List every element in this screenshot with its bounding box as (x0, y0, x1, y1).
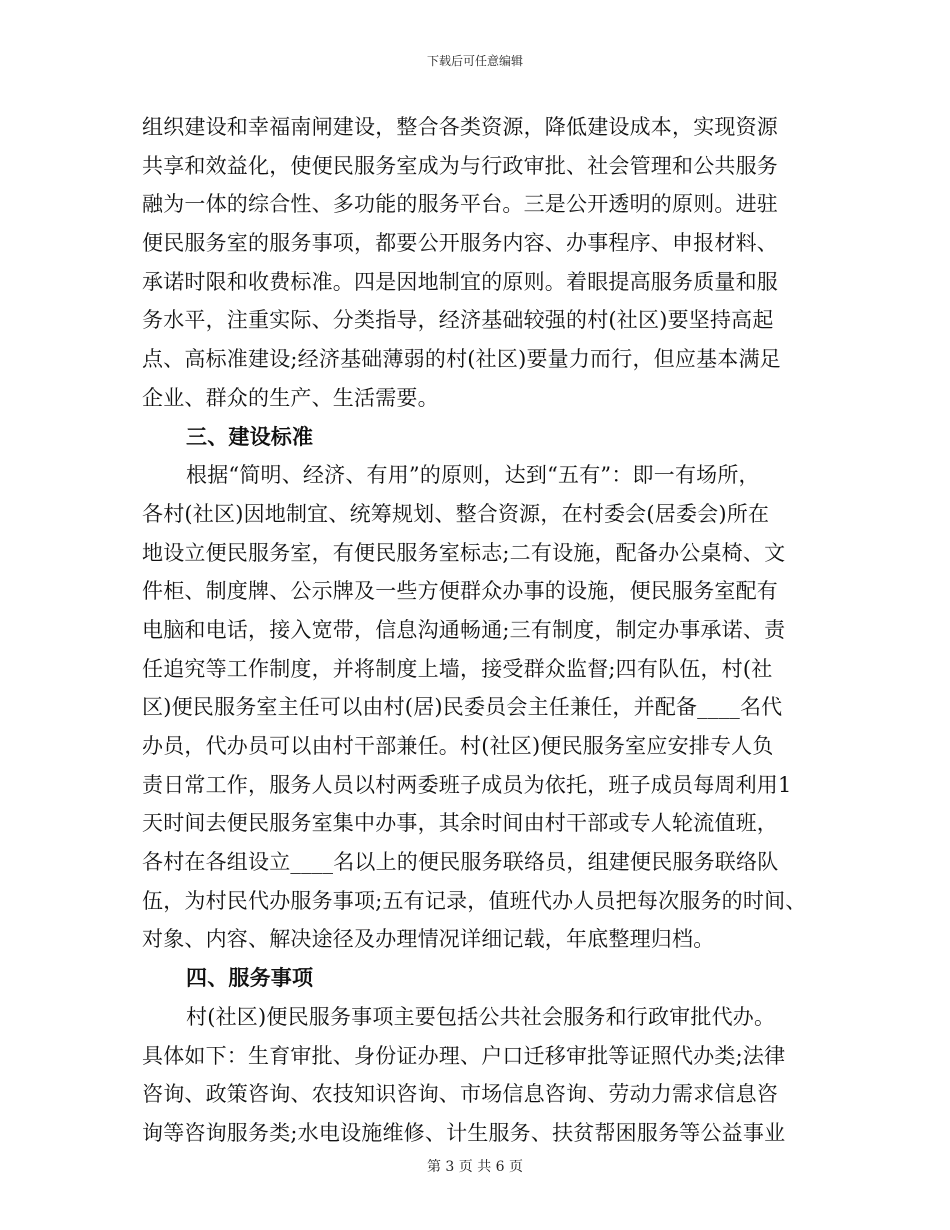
header-note: 下载后可任意编辑 (426, 54, 523, 68)
text-line: 务水平，注重实际、分类指导，经济基础较强的村(社区)要坚持高起 (142, 308, 774, 333)
text-line: 企业、群众的生产、生活需要。 (142, 385, 439, 410)
text-line: 办员，代办员可以由村干部兼任。村(社区)便民服务室应安排专人负 (142, 734, 774, 758)
text-line: 地设立便民服务室，有便民服务室标志;二有设施，配备办公桌椅、文 (142, 540, 786, 565)
text-line: 共享和效益化，使便民服务室成为与行政审批、社会管理和公共服务 (142, 153, 778, 178)
text-line: 各村在各组设立____名以上的便民服务联络员，组建便民服务联络队 (142, 850, 779, 875)
text-line: 件柜、制度牌、公示牌及一些方便群众办事的设施，便民服务室配有 (142, 579, 778, 604)
page-indicator: 第 3 页 共 6 页 (426, 1159, 524, 1175)
text-line: 组织建设和幸福南闸建设，整合各类资源，降低建设成本，实现资源 (142, 115, 778, 139)
text-line: 承诺时限和收费标准。四是因地制宜的原则。着眼提高服务质量和服 (142, 269, 778, 294)
text-line: 点、高标准建设;经济基础薄弱的村(社区)要量力而行，但应基本满足 (142, 347, 781, 372)
text-line: 询等咨询服务类;水电设施维修、计生服务、扶贫帮困服务等公益事业 (142, 1120, 786, 1145)
text-line: 村(社区)便民服务事项主要包括公共社会服务和行政审批代办。 (186, 1004, 776, 1029)
text-line: 任追究等工作制度，并将制度上墙，接受群众监督;四有队伍，村(社 (142, 656, 773, 681)
section-heading-4: 四、服务事项 (186, 965, 314, 991)
text-line: 天时间去便民服务室集中办事，其余时间由村干部或专人轮流值班， (142, 811, 778, 836)
text-line: 融为一体的综合性、多功能的服务平台。三是公开透明的原则。进驻 (142, 192, 778, 217)
text-line: 区)便民服务室主任可以由村(居)民委员会主任兼任，并配备____名代 (142, 695, 783, 720)
text-line: 伍，为村民代办服务事项;五有记录，值班代办人员把每次服务的时间、 (142, 888, 807, 913)
text-line: 便民服务室的服务事项，都要公开服务内容、办事程序、申报材料、 (142, 231, 778, 256)
text-line: 电脑和电话，接入宽带，信息沟通畅通;三有制度，制定办事承诺、责 (142, 617, 786, 642)
text-line: 根据“简明、经济、有用”的原则，达到“五有”：即一有场所， (186, 463, 760, 488)
text-line: 责日常工作，服务人员以村两委班子成员为依托，班子成员每周利用1 (142, 772, 792, 797)
text-line: 咨询、政策咨询、农技知识咨询、市场信息咨询、劳动力需求信息咨 (142, 1082, 778, 1107)
text-line: 对象、内容、解决途径及办理情况详细记载，年底整理归档。 (142, 927, 715, 952)
section-heading-3: 三、建设标准 (186, 423, 314, 449)
document-body (142, 108, 822, 1153)
text-line: 具体如下：生育审批、身份证办理、户口迁移审批等证照代办类;法律 (142, 1043, 786, 1068)
text-line: 各村(社区)因地制宜、统筹规划、整合资源，在村委会(居委会)所在 (142, 501, 770, 526)
page-header (0, 54, 950, 68)
page-footer (0, 1158, 950, 1176)
